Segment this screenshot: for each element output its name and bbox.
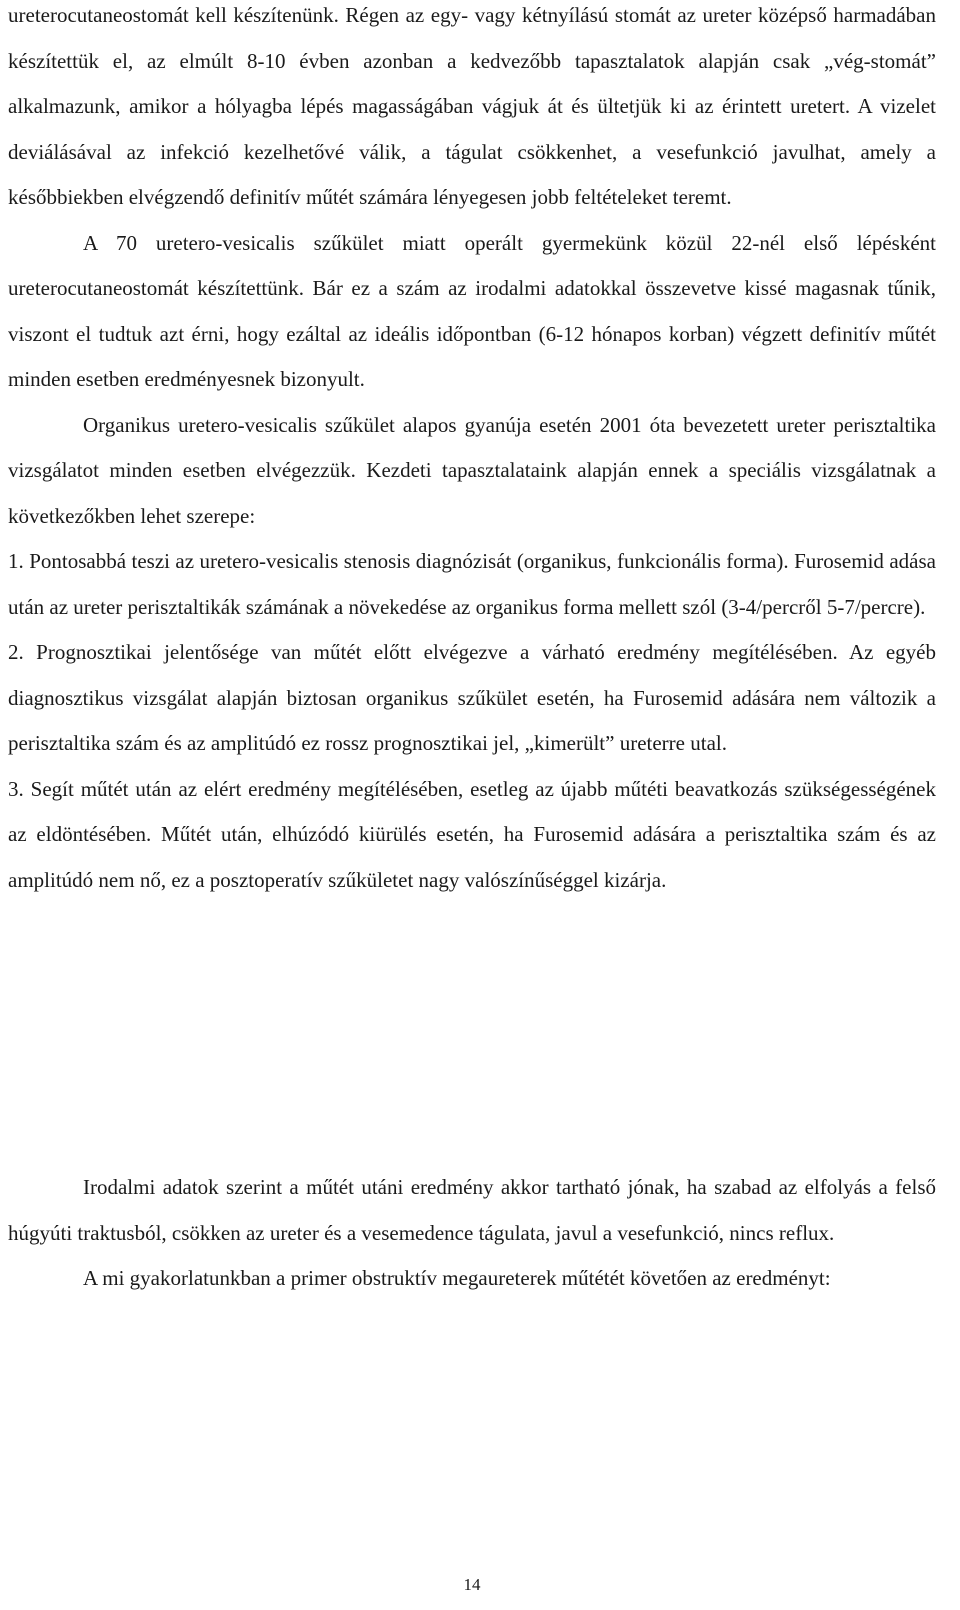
list-item-1: 1. Pontosabbá teszi az uretero-vesicalis stenosis diagnózisát (organikus, funkcionális forma). Furosemid adása után az ureter perisztaltikák számának a növekedése az organikus forma mellett szól (3-4/percről 5-7/percre). — [8, 549, 936, 619]
paragraph-our-practice: A mi gyakorlatunkban a primer obstruktív megaureterek műtétét követően az eredményt: — [83, 1266, 831, 1290]
text-block-upper — [8, 0, 936, 903]
document-page — [8, 0, 936, 1610]
list-item-2: 2. Prognosztikai jelentősége van műtét előtt elvégezve a várható eredmény megítélésében. Az egyéb diagnosztikus vizsgálat alapján biztosan organikus szűkület esetén, ha Furosemid adására nem változik a perisztaltika szám és az amplitúdó ez rossz prognosztikai jel, „kimerült” ureterre utal. — [8, 640, 936, 755]
paragraph-literature: Irodalmi adatok szerint a műtét utáni eredmény akkor tartható jónak, ha szabad az elfolyás a felső húgyúti traktusból, csökken az ureter és a vesemedence tágulata, javul a vesefunkció, nincs reflux. — [8, 1175, 936, 1245]
text-block-lower — [8, 1165, 936, 1302]
page-number: 14 — [463, 1575, 481, 1594]
paragraph-70-children: A 70 uretero-vesicalis szűkület miatt operált gyermekünk közül 22-nél első lépésként ureterocutaneostomát készítettünk. Bár ez a szám az irodalmi adatokkal összevetve kissé magasnak tűnik, viszont el tudtuk azt érni, hogy ezáltal az ideális időpontban (6-12 hónapos korban) végzett definitív műtét minden esetben eredményesnek bizonyult. — [8, 230, 936, 391]
paragraph-peristalsis-exam: Organikus uretero-vesicalis szűkület alapos gyanúja esetén 2001 óta bevezetett ureter perisztaltika vizsgálatot minden esetben elvégezzük. Kezdeti tapasztalataink alapján ennek a speciális vizsgálatnak a következőkben lehet szerepe: — [8, 412, 936, 528]
list-item-3: 3. Segít műtét után az elért eredmény megítélésében, esetleg az újabb műtéti beavatkozás szükségességének az eldöntésében. Műtét után, elhúzódó kiürülés esetén, ha Furosemid adására a perisztaltika szám és az amplitúdó nem nő, ez a posztoperatív szűkületet nagy valószínűséggel kizárja. — [8, 776, 936, 892]
paragraph-ureterocutaneostomy: ureterocutaneostomát kell készítenünk. Régen az egy- vagy kétnyílású stomát az ureter középső harmadában készítettük el, az elmúlt 8-10 évben azonban a kedvezőbb tapasztalatok alapján csak „vég-stomát” alkalmazunk, amikor a hólyagba lépés magasságában vágjuk át és ültetjük ki az érintett uretert. A vizelet deviálásával az infekció kezelhetővé válik, a tágulat csökkenhet, a vesefunkció javulhat, amely a későbbiekben elvégzendő definitív műtét számára lényegesen jobb feltételeket teremt. — [8, 3, 936, 209]
